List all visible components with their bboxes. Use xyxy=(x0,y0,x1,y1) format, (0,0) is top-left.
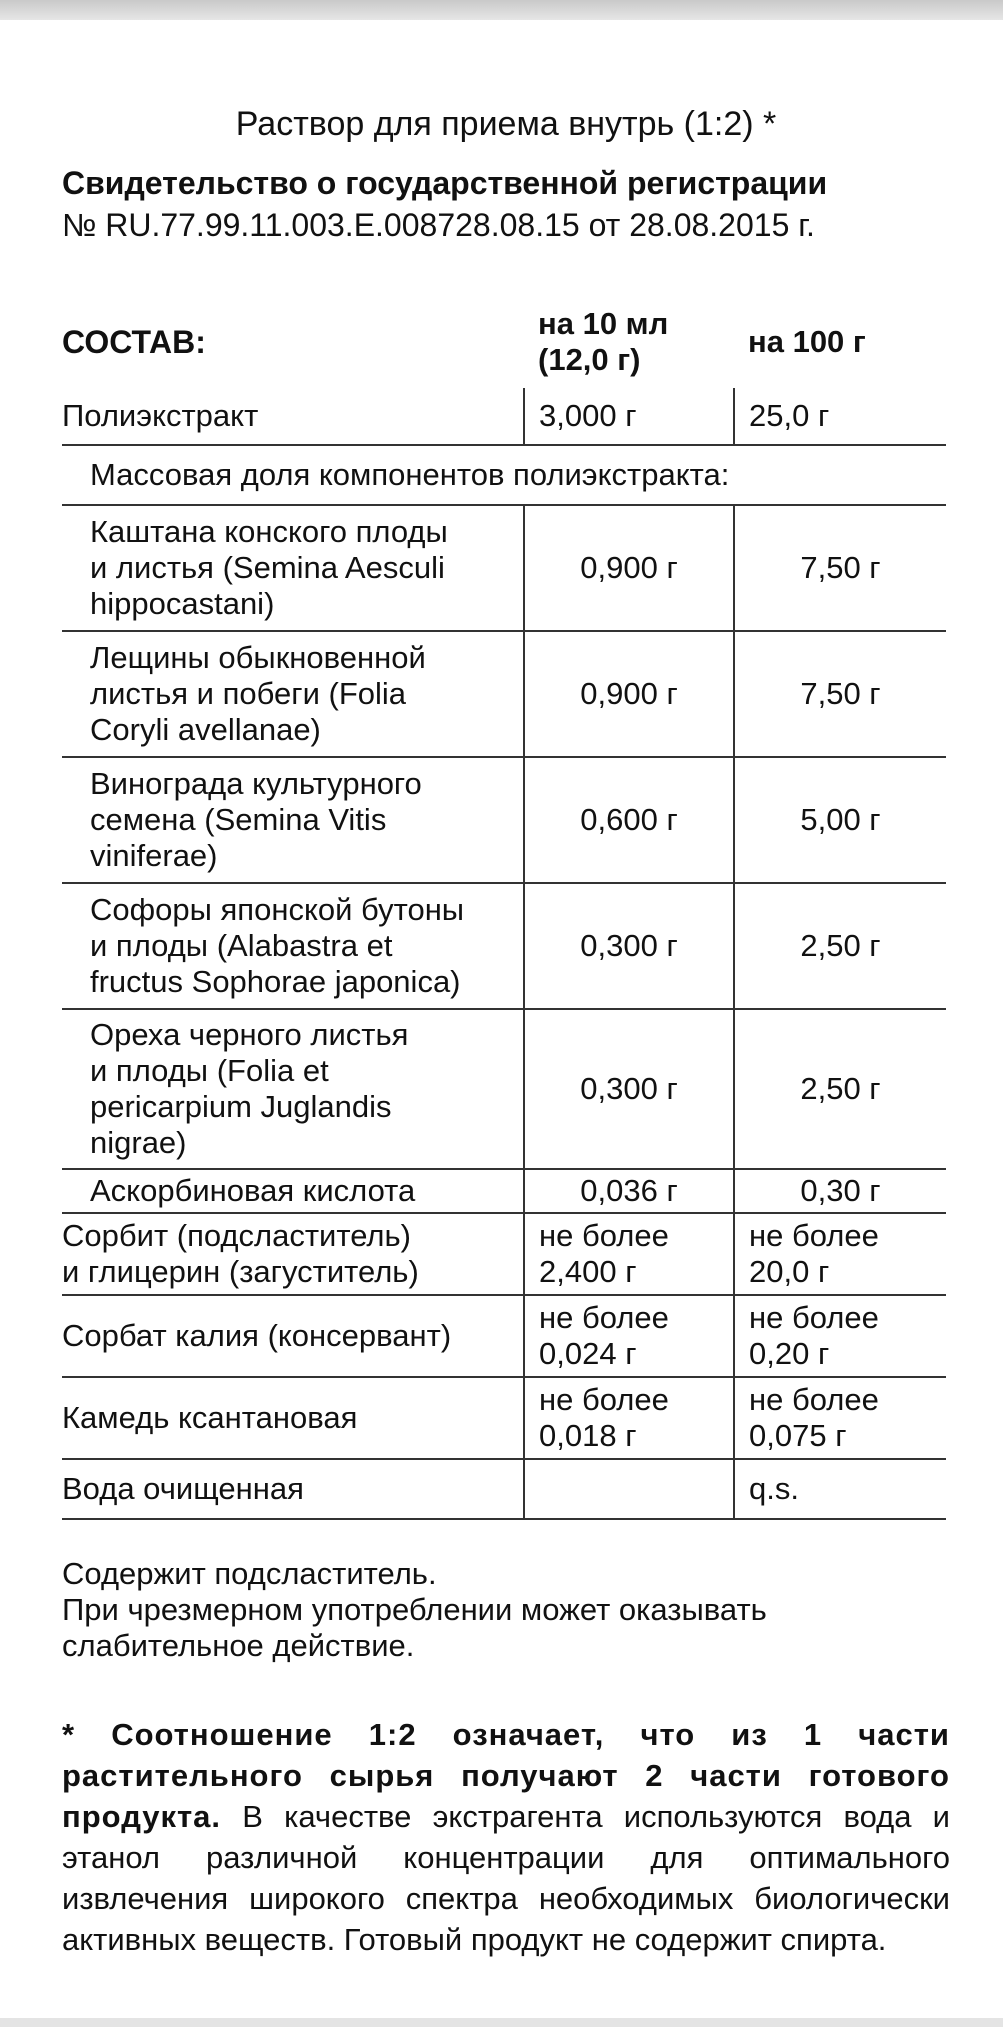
ingredient-per100-line: 0,20 г xyxy=(749,1336,830,1371)
header-per-10ml xyxy=(524,296,734,388)
table-row-component xyxy=(62,505,946,631)
component-name-line: и плоды (Folia et xyxy=(90,1053,329,1088)
ingredient-per10-line: не более xyxy=(539,1382,669,1417)
component-name-line: и плоды (Alabastra et xyxy=(90,928,393,963)
component-name-line: и листья (Semina Aesculi xyxy=(90,550,445,585)
component-name-line: pericarpium Juglandis xyxy=(90,1089,392,1124)
component-name-line: nigrae) xyxy=(90,1125,187,1160)
ingredient-name-line: и глицерин (загуститель) xyxy=(62,1254,419,1289)
table-row-ingredient xyxy=(62,1377,946,1459)
component-per100: 7,50 г xyxy=(734,505,946,631)
ingredient-per100-line: не более xyxy=(749,1218,879,1253)
component-name-line: Софоры японской бутоны xyxy=(90,892,465,927)
ingredient-per100 xyxy=(734,1377,946,1459)
header-composition: СОСТАВ: xyxy=(62,324,206,360)
ingredient-per100 xyxy=(734,1213,946,1295)
component-name-line: hippocastani) xyxy=(90,586,275,621)
polyextract-per100: 25,0 г xyxy=(734,388,946,445)
header-per-10ml-line1: на 10 мл xyxy=(538,306,669,341)
registration-number: № RU.77.99.11.003.E.008728.08.15 от 28.08.2015 г. xyxy=(62,207,815,243)
ingredient-name xyxy=(62,1295,524,1377)
footnote xyxy=(62,1714,950,1960)
ingredient-per10-line: 0,024 г xyxy=(539,1336,637,1371)
component-per10: 0,300 г xyxy=(524,883,734,1009)
component-per100: 7,50 г xyxy=(734,631,946,757)
water-name: Вода очищенная xyxy=(62,1459,524,1519)
mass-fraction-label: Массовая доля компонентов полиэкстракта: xyxy=(62,445,946,505)
notes-block xyxy=(62,1556,950,1664)
component-per100: 5,00 г xyxy=(734,757,946,883)
table-row-component xyxy=(62,757,946,883)
ingredient-name xyxy=(62,1377,524,1459)
ingredient-per10 xyxy=(524,1213,734,1295)
component-per10: 0,600 г xyxy=(524,757,734,883)
component-name-line: Лещины обыкновенной xyxy=(90,640,426,675)
top-bar xyxy=(0,0,1003,20)
component-name-line: Аскорбиновая кислота xyxy=(90,1173,416,1208)
footnote-text: В качестве экстрагента используются вода и этанол различной концентрации для оптимального извлечения широкого спектра необходимых биологически активных веществ. Готовый продукт не содержит спирта. xyxy=(62,1799,950,1957)
component-per100: 2,50 г xyxy=(734,1009,946,1169)
table-row-component xyxy=(62,883,946,1009)
ingredient-per10 xyxy=(524,1377,734,1459)
header-per-100g: на 100 г xyxy=(748,324,866,359)
table-header-row xyxy=(62,296,946,388)
table-row-water xyxy=(62,1459,946,1519)
component-per10: 0,900 г xyxy=(524,631,734,757)
header-per-10ml-line2: (12,0 г) xyxy=(538,342,641,377)
ingredient-name-line: Сорбат калия (консервант) xyxy=(62,1318,452,1353)
ingredient-per100-line: не более xyxy=(749,1300,879,1335)
table-row-component xyxy=(62,631,946,757)
product-form-subtitle: Раствор для приема внутрь (1:2) * xyxy=(235,105,777,143)
component-name xyxy=(62,505,524,631)
table-row-polyextract xyxy=(62,388,946,445)
ingredient-per100 xyxy=(734,1295,946,1377)
ingredient-name-line: Сорбит (подсластитель) xyxy=(62,1218,411,1253)
component-name-line: семена (Semina Vitis xyxy=(90,802,387,837)
component-per10: 0,036 г xyxy=(524,1169,734,1213)
note-line: При чрезмерном употреблении может оказывать xyxy=(62,1592,767,1627)
component-name xyxy=(62,631,524,757)
registration-title: Свидетельство о государственной регистрации xyxy=(62,165,828,201)
table-row-ingredient xyxy=(62,1295,946,1377)
component-per100: 0,30 г xyxy=(734,1169,946,1213)
component-name-line: Coryli avellanae) xyxy=(90,712,321,747)
ingredient-per10-line: 0,018 г xyxy=(539,1418,637,1453)
note-line: Содержит подсластитель. xyxy=(62,1556,437,1591)
table-row-mass-fraction xyxy=(62,445,946,505)
note-line: слабительное действие. xyxy=(62,1628,415,1663)
composition-table xyxy=(62,296,946,1520)
ingredient-name-line: Камедь ксантановая xyxy=(62,1400,358,1435)
component-name-line: Каштана конского плоды xyxy=(90,514,448,549)
ingredient-per10-line: не более xyxy=(539,1218,669,1253)
component-per10: 0,900 г xyxy=(524,505,734,631)
component-name xyxy=(62,1009,524,1169)
ingredient-per100-line: не более xyxy=(749,1382,879,1417)
component-name xyxy=(62,1169,524,1213)
ingredient-per100-line: 20,0 г xyxy=(749,1254,830,1289)
component-name xyxy=(62,883,524,1009)
polyextract-per10: 3,000 г xyxy=(524,388,734,445)
polyextract-name: Полиэкстракт xyxy=(62,388,524,445)
ingredient-per10 xyxy=(524,1295,734,1377)
component-name-line: Ореха черного листья xyxy=(90,1017,409,1052)
component-per100: 2,50 г xyxy=(734,883,946,1009)
component-name-line: Винограда культурного xyxy=(90,766,422,801)
bottom-bar xyxy=(0,2018,1003,2027)
component-per10: 0,300 г xyxy=(524,1009,734,1169)
ingredient-per10-line: не более xyxy=(539,1300,669,1335)
document-page xyxy=(62,100,950,1960)
ingredient-per10-line: 2,400 г xyxy=(539,1254,637,1289)
table-row-component xyxy=(62,1009,946,1169)
footnote-bold: * Соотношение 1:2 означает, что из 1 части растительного сырья получают 2 части готового продукта. xyxy=(62,1717,950,1834)
component-name xyxy=(62,757,524,883)
table-row-ingredient xyxy=(62,1213,946,1295)
component-name-line: fructus Sophorae japonica) xyxy=(90,964,461,999)
component-name-line: листья и побеги (Folia xyxy=(90,676,407,711)
table-row-component xyxy=(62,1169,946,1213)
water-per10 xyxy=(524,1459,734,1519)
ingredient-name xyxy=(62,1213,524,1295)
ingredient-per100-line: 0,075 г xyxy=(749,1418,847,1453)
component-name-line: viniferae) xyxy=(90,838,218,873)
water-per100: q.s. xyxy=(734,1459,946,1519)
